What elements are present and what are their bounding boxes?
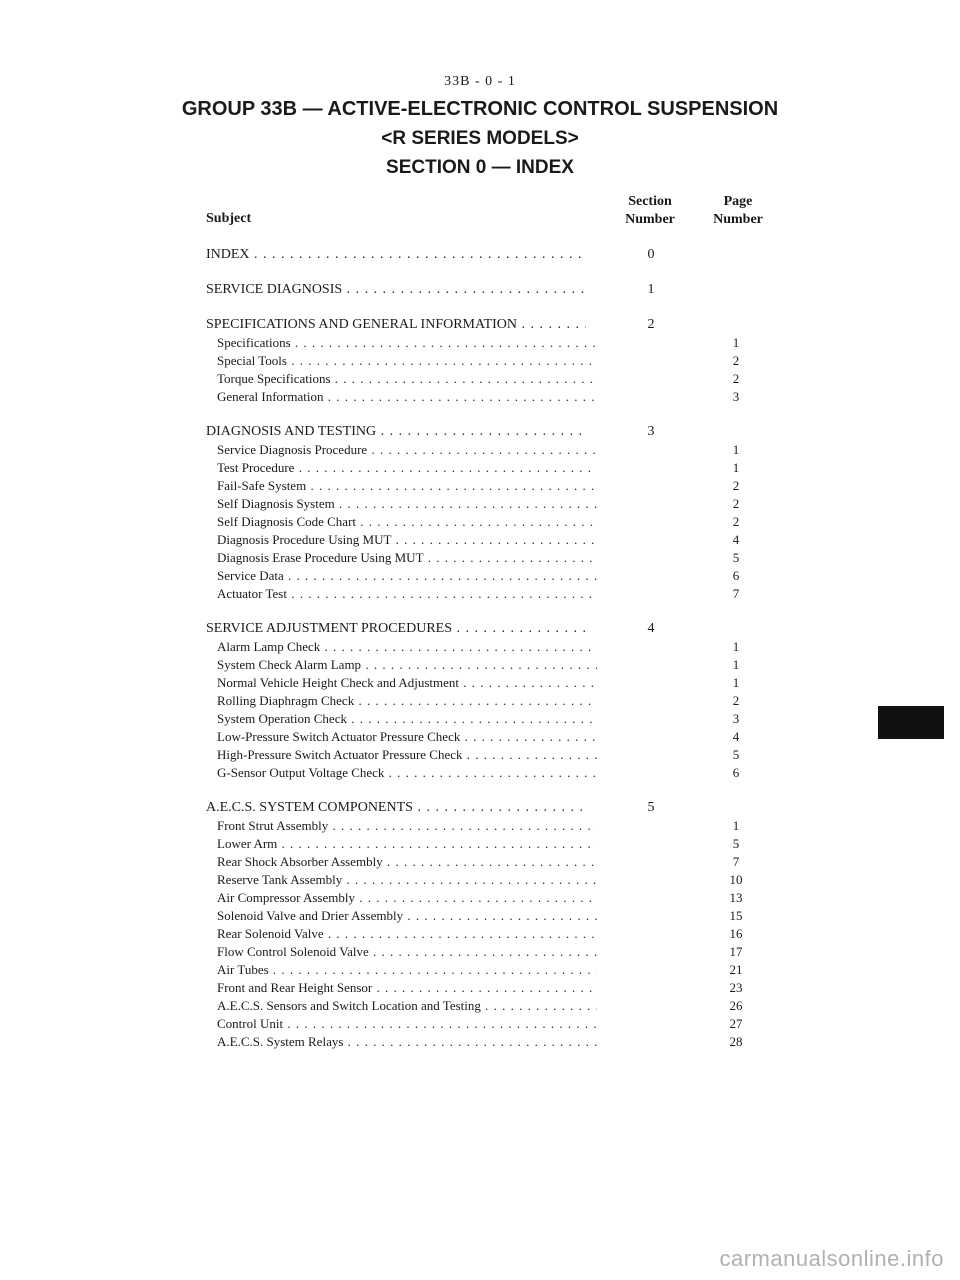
toc-sub-entry bbox=[206, 692, 786, 710]
toc-page-number: 1 bbox=[732, 657, 740, 672]
toc-sub-entry bbox=[206, 1015, 786, 1033]
toc-sub-entry bbox=[206, 585, 786, 603]
toc-sub-entry bbox=[206, 925, 786, 943]
toc-sub-label: Fail-Safe System . . . bbox=[206, 477, 597, 495]
toc-sub-entry bbox=[206, 567, 786, 585]
toc-sub-entry bbox=[206, 835, 786, 853]
toc-sub-entry bbox=[206, 441, 786, 459]
toc-sub-label: Diagnosis Erase Procedure Using MUT . . . bbox=[206, 549, 597, 567]
toc-main-label: INDEX . . . bbox=[206, 246, 586, 264]
toc-sub-label: Flow Control Solenoid Valve . . . bbox=[206, 943, 597, 961]
toc-sub-entry bbox=[206, 459, 786, 477]
toc-sub-label: Air Tubes . . . bbox=[206, 961, 597, 979]
toc-section-number: 3 bbox=[647, 424, 655, 439]
toc-sub-label: Control Unit . . . bbox=[206, 1015, 597, 1033]
toc-sub-entry bbox=[206, 674, 786, 692]
toc-sub-entry bbox=[206, 889, 786, 907]
section-header-line2: Number bbox=[625, 212, 675, 227]
toc-sub-label: Alarm Lamp Check . . . bbox=[206, 638, 597, 656]
toc-main-entry bbox=[206, 423, 786, 441]
toc-main-entry bbox=[206, 620, 786, 638]
section-tab-marker bbox=[878, 706, 944, 739]
toc-sub-label: A.E.C.S. Sensors and Switch Location and Testing . . . bbox=[206, 997, 597, 1015]
toc-sub-entry bbox=[206, 961, 786, 979]
toc-group bbox=[206, 799, 786, 1051]
toc-page-number: 17 bbox=[729, 944, 743, 959]
toc-sub-label: Rolling Diaphragm Check . . . bbox=[206, 692, 597, 710]
toc-sub-entry bbox=[206, 531, 786, 549]
toc-sub-label: Service Diagnosis Procedure . . . bbox=[206, 441, 597, 459]
toc-sub-label: Service Data . . . bbox=[206, 567, 597, 585]
toc-sub-entry bbox=[206, 997, 786, 1015]
toc-section-number: 1 bbox=[647, 282, 655, 297]
toc-sub-entry bbox=[206, 352, 786, 370]
toc-page-number: 1 bbox=[732, 675, 740, 690]
toc-page-number: 13 bbox=[729, 890, 743, 905]
toc-sub-entry bbox=[206, 370, 786, 388]
toc-sub-entry bbox=[206, 477, 786, 495]
toc-sub-entry bbox=[206, 513, 786, 531]
toc-page-number: 3 bbox=[732, 389, 740, 404]
toc-main-entry bbox=[206, 281, 786, 299]
toc-main-label: SERVICE DIAGNOSIS . . . bbox=[206, 281, 586, 299]
toc-sub-label: Actuator Test . . . bbox=[206, 585, 597, 603]
section-number-column-header bbox=[608, 193, 692, 229]
page-number: 33B - 0 - 1 bbox=[444, 74, 516, 89]
toc-sub-label: Specifications . . . bbox=[206, 334, 597, 352]
toc-page-number: 2 bbox=[732, 693, 740, 708]
toc-section-number: 4 bbox=[647, 621, 655, 636]
section-title: SECTION 0 — INDEX bbox=[386, 157, 574, 178]
series-subtitle: <R SERIES MODELS> bbox=[381, 128, 579, 149]
toc-section-number: 2 bbox=[647, 317, 655, 332]
toc-page-number: 2 bbox=[732, 514, 740, 529]
toc-sub-label: A.E.C.S. System Relays . . . bbox=[206, 1033, 597, 1051]
toc-page-number: 3 bbox=[732, 711, 740, 726]
toc-page-number: 2 bbox=[732, 353, 740, 368]
toc-sub-label: Rear Solenoid Valve . . . bbox=[206, 925, 597, 943]
toc-sub-entry bbox=[206, 638, 786, 656]
toc-sub-entry bbox=[206, 746, 786, 764]
toc-main-entry bbox=[206, 799, 786, 817]
table-of-contents bbox=[206, 246, 786, 1068]
toc-sub-label: Rear Shock Absorber Assembly . . . bbox=[206, 853, 597, 871]
toc-sub-entry bbox=[206, 979, 786, 997]
toc-page-number: 1 bbox=[732, 335, 740, 350]
page-number-column-header bbox=[700, 193, 776, 229]
group-title: GROUP 33B — ACTIVE-ELECTRONIC CONTROL SUSPENSION bbox=[181, 98, 779, 120]
toc-page-number: 16 bbox=[729, 926, 743, 941]
toc-sub-label: General Information . . . bbox=[206, 388, 597, 406]
toc-page-number: 5 bbox=[732, 836, 740, 851]
toc-page-number: 1 bbox=[732, 639, 740, 654]
toc-main-entry bbox=[206, 246, 786, 264]
toc-sub-entry bbox=[206, 907, 786, 925]
toc-page-number: 15 bbox=[729, 908, 743, 923]
toc-section-number: 5 bbox=[647, 800, 655, 815]
toc-main-label: DIAGNOSIS AND TESTING . . . bbox=[206, 423, 586, 441]
toc-sub-label: Test Procedure . . . bbox=[206, 459, 597, 477]
subject-column-header: Subject bbox=[206, 211, 252, 226]
toc-page-number: 23 bbox=[729, 980, 743, 995]
toc-sub-label: G-Sensor Output Voltage Check . . . bbox=[206, 764, 597, 782]
toc-sub-entry bbox=[206, 871, 786, 889]
toc-sub-label: Special Tools . . . bbox=[206, 352, 597, 370]
toc-group bbox=[206, 620, 786, 782]
toc-page-number: 5 bbox=[732, 747, 740, 762]
page-header-line2: Number bbox=[713, 212, 763, 227]
toc-sub-entry bbox=[206, 817, 786, 835]
toc-sub-label: System Operation Check . . . bbox=[206, 710, 597, 728]
toc-group bbox=[206, 281, 786, 299]
toc-sub-label: Self Diagnosis Code Chart . . . bbox=[206, 513, 597, 531]
toc-sub-entry bbox=[206, 853, 786, 871]
toc-group bbox=[206, 316, 786, 406]
toc-sub-entry bbox=[206, 943, 786, 961]
toc-page-number: 4 bbox=[732, 532, 740, 547]
toc-sub-entry bbox=[206, 388, 786, 406]
toc-sub-entry bbox=[206, 334, 786, 352]
toc-page-number: 6 bbox=[732, 765, 740, 780]
toc-page-number: 7 bbox=[732, 586, 740, 601]
toc-sub-label: Solenoid Valve and Drier Assembly . . . bbox=[206, 907, 597, 925]
toc-sub-label: Lower Arm . . . bbox=[206, 835, 597, 853]
page-header-line1: Page bbox=[723, 194, 753, 209]
toc-sub-entry bbox=[206, 710, 786, 728]
toc-sub-label: Low-Pressure Switch Actuator Pressure Check . . . bbox=[206, 728, 597, 746]
toc-sub-label: Reserve Tank Assembly . . . bbox=[206, 871, 597, 889]
toc-main-entry bbox=[206, 316, 786, 334]
toc-page-number: 2 bbox=[732, 478, 740, 493]
toc-page-number: 2 bbox=[732, 496, 740, 511]
toc-sub-entry bbox=[206, 764, 786, 782]
toc-page-number: 2 bbox=[732, 371, 740, 386]
toc-main-label: SERVICE ADJUSTMENT PROCEDURES . . . bbox=[206, 620, 586, 638]
toc-page-number: 4 bbox=[732, 729, 740, 744]
toc-page-number: 5 bbox=[732, 550, 740, 565]
toc-sub-label: Diagnosis Procedure Using MUT . . . bbox=[206, 531, 597, 549]
toc-page-number: 21 bbox=[729, 962, 743, 977]
toc-sub-label: High-Pressure Switch Actuator Pressure Check . . . bbox=[206, 746, 597, 764]
toc-main-label: SPECIFICATIONS AND GENERAL INFORMATION . . . bbox=[206, 316, 586, 334]
toc-group bbox=[206, 423, 786, 603]
toc-sub-label: Air Compressor Assembly . . . bbox=[206, 889, 597, 907]
toc-page-number: 28 bbox=[729, 1034, 743, 1049]
toc-page-number: 1 bbox=[732, 442, 740, 457]
toc-main-label: A.E.C.S. SYSTEM COMPONENTS . . . bbox=[206, 799, 586, 817]
toc-page-number: 1 bbox=[732, 818, 740, 833]
toc-page-number: 6 bbox=[732, 568, 740, 583]
toc-sub-entry bbox=[206, 1033, 786, 1051]
toc-sub-label: Self Diagnosis System . . . bbox=[206, 495, 597, 513]
toc-sub-label: Normal Vehicle Height Check and Adjustment . . . bbox=[206, 674, 597, 692]
toc-page-number: 7 bbox=[732, 854, 740, 869]
toc-sub-entry bbox=[206, 656, 786, 674]
toc-page-number: 10 bbox=[729, 872, 743, 887]
toc-sub-entry bbox=[206, 549, 786, 567]
toc-sub-label: Torque Specifications . . . bbox=[206, 370, 597, 388]
toc-page-number: 26 bbox=[729, 998, 743, 1013]
toc-sub-label: Front and Rear Height Sensor . . . bbox=[206, 979, 597, 997]
toc-sub-entry bbox=[206, 728, 786, 746]
toc-page-number: 1 bbox=[732, 460, 740, 475]
toc-group bbox=[206, 246, 786, 264]
toc-sub-label: System Check Alarm Lamp . . . bbox=[206, 656, 597, 674]
toc-page-number: 27 bbox=[729, 1016, 743, 1031]
toc-sub-label: Front Strut Assembly . . . bbox=[206, 817, 597, 835]
toc-sub-entry bbox=[206, 495, 786, 513]
watermark: carmanualsonline.info bbox=[719, 1246, 944, 1271]
toc-section-number: 0 bbox=[647, 247, 655, 262]
section-header-line1: Section bbox=[628, 194, 672, 209]
